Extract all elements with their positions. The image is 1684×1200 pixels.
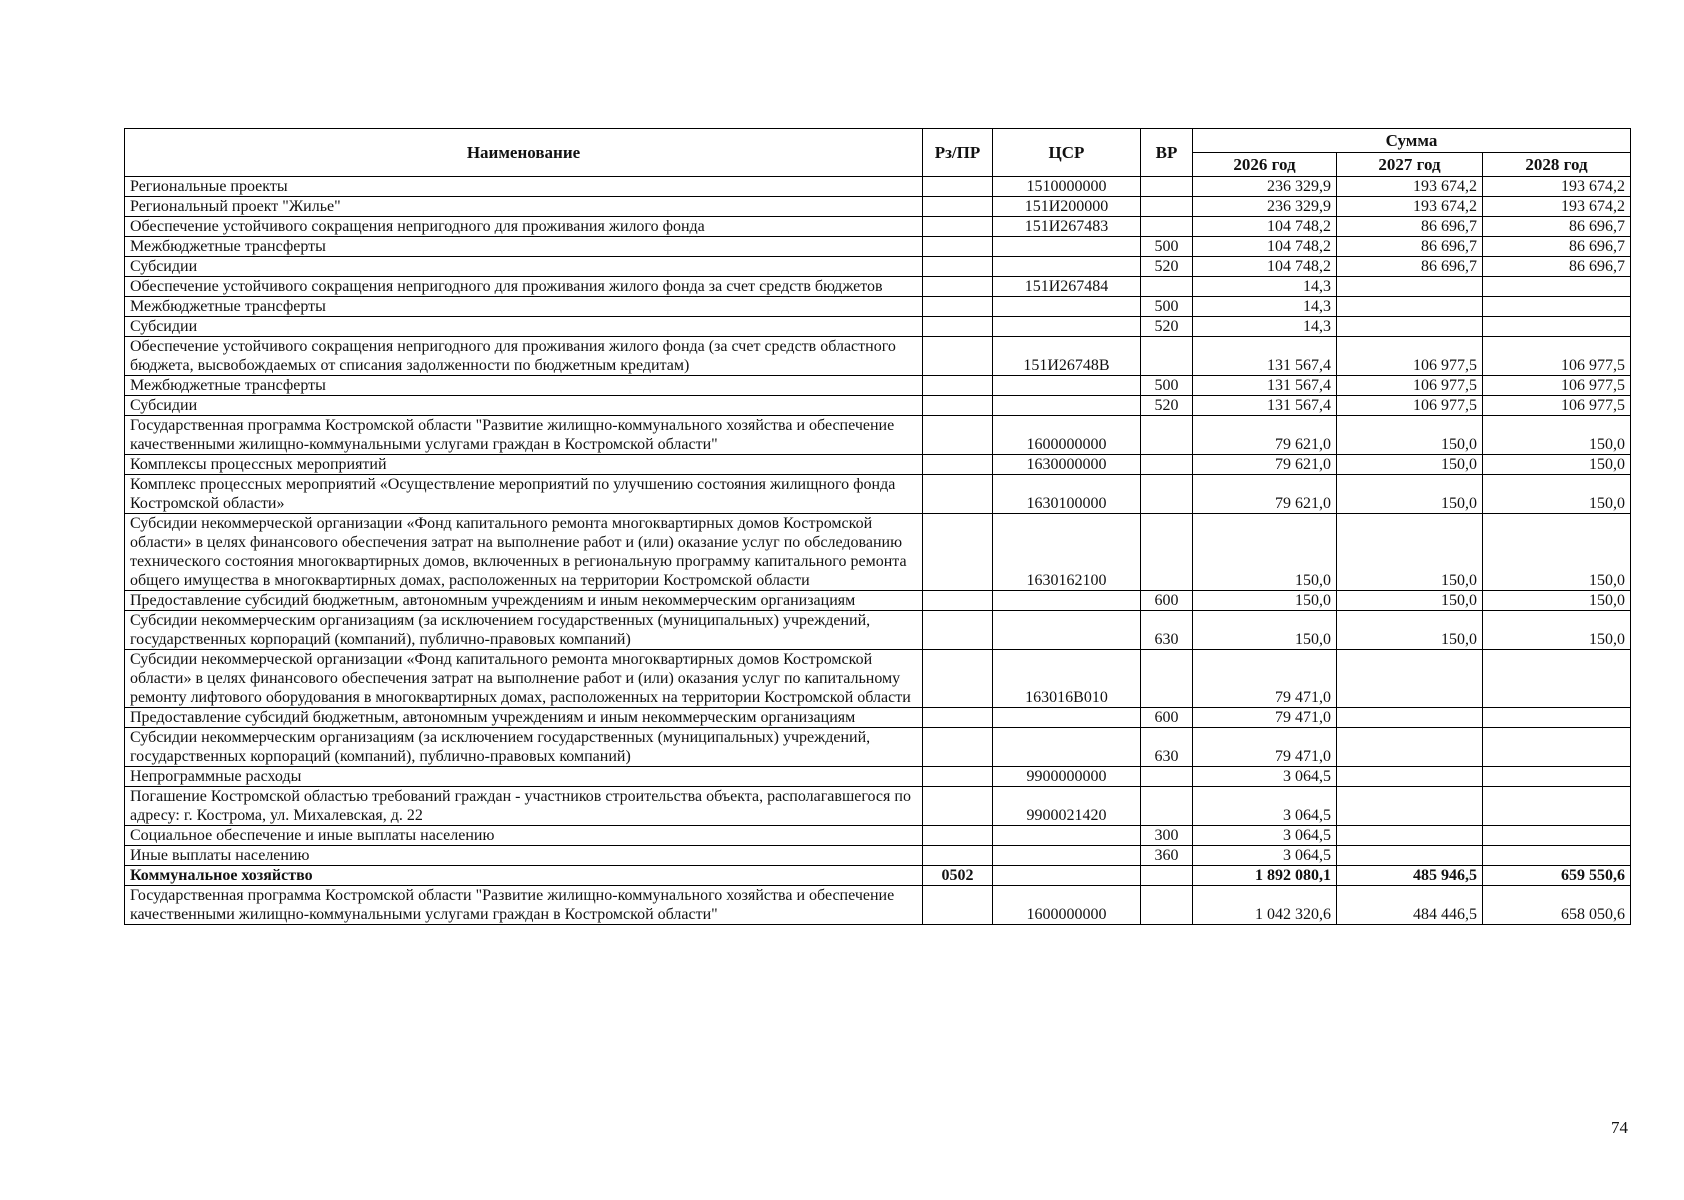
cell-2026: 104 748,2 [1193, 217, 1337, 237]
cell-name: Непрограммные расходы [125, 767, 923, 787]
cell-csr: 1600000000 [993, 416, 1141, 455]
cell-name: Комплексы процессных мероприятий [125, 455, 923, 475]
cell-vr [1141, 455, 1193, 475]
table-row [125, 455, 1631, 475]
cell-csr: 1630162100 [993, 514, 1141, 591]
cell-2027: 193 674,2 [1337, 177, 1483, 197]
cell-2026: 131 567,4 [1193, 396, 1337, 416]
table-row [125, 237, 1631, 257]
cell-vr: 600 [1141, 708, 1193, 728]
cell-csr [993, 297, 1141, 317]
cell-vr [1141, 337, 1193, 376]
cell-2026: 3 064,5 [1193, 846, 1337, 866]
cell-rzpr [923, 217, 993, 237]
cell-csr: 163016В010 [993, 650, 1141, 708]
cell-2027: 86 696,7 [1337, 257, 1483, 277]
cell-2027 [1337, 650, 1483, 708]
cell-2028 [1483, 708, 1631, 728]
cell-name: Региональный проект "Жилье" [125, 197, 923, 217]
cell-csr: 1510000000 [993, 177, 1141, 197]
cell-2028: 86 696,7 [1483, 217, 1631, 237]
cell-csr [993, 257, 1141, 277]
cell-rzpr [923, 846, 993, 866]
cell-csr [993, 611, 1141, 650]
cell-rzpr [923, 455, 993, 475]
cell-rzpr [923, 237, 993, 257]
cell-2026: 3 064,5 [1193, 826, 1337, 846]
cell-rzpr [923, 826, 993, 846]
cell-vr: 500 [1141, 376, 1193, 396]
cell-vr [1141, 177, 1193, 197]
cell-rzpr [923, 317, 993, 337]
table-row [125, 257, 1631, 277]
cell-rzpr [923, 886, 993, 925]
col-header-2027: 2027 год [1337, 153, 1483, 177]
cell-vr: 630 [1141, 611, 1193, 650]
cell-name: Комплекс процессных мероприятий «Осуществление мероприятий по улучшению состояния жилищного фонда Костромской области» [125, 475, 923, 514]
cell-2028: 658 050,6 [1483, 886, 1631, 925]
cell-2028: 150,0 [1483, 591, 1631, 611]
cell-rzpr [923, 728, 993, 767]
cell-2026: 79 471,0 [1193, 728, 1337, 767]
cell-2027: 106 977,5 [1337, 396, 1483, 416]
cell-2027 [1337, 767, 1483, 787]
page-number: 74 [1611, 1118, 1628, 1137]
cell-2026: 14,3 [1193, 277, 1337, 297]
cell-2026: 79 621,0 [1193, 455, 1337, 475]
cell-2028: 193 674,2 [1483, 177, 1631, 197]
cell-name: Социальное обеспечение и иные выплаты населению [125, 826, 923, 846]
cell-2027: 86 696,7 [1337, 217, 1483, 237]
cell-2027 [1337, 708, 1483, 728]
cell-2026: 3 064,5 [1193, 767, 1337, 787]
cell-2028 [1483, 767, 1631, 787]
table-row [125, 611, 1631, 650]
cell-csr [993, 237, 1141, 257]
cell-vr [1141, 217, 1193, 237]
table-row [125, 277, 1631, 297]
cell-rzpr [923, 514, 993, 591]
cell-csr: 151И26748В [993, 337, 1141, 376]
cell-csr [993, 846, 1141, 866]
cell-vr: 520 [1141, 317, 1193, 337]
col-header-2026: 2026 год [1193, 153, 1337, 177]
cell-2026: 150,0 [1193, 591, 1337, 611]
cell-2027: 106 977,5 [1337, 376, 1483, 396]
cell-2027 [1337, 297, 1483, 317]
cell-2028: 150,0 [1483, 514, 1631, 591]
cell-rzpr [923, 376, 993, 396]
cell-2027: 193 674,2 [1337, 197, 1483, 217]
cell-rzpr [923, 475, 993, 514]
table-row [125, 197, 1631, 217]
cell-2028: 150,0 [1483, 455, 1631, 475]
cell-name: Государственная программа Костромской области "Развитие жилищно-коммунального хозяйства и обеспечение качественными жилищно-коммунальными услугами граждан в Костромской области" [125, 886, 923, 925]
cell-name: Субсидии некоммерческой организации «Фонд капитального ремонта многоквартирных домов Костромской области» в целях финансового обеспечения затрат на выполнение работ и (или) оказания услуг по капитальному ремонту лифтового оборудования в многоквартирных домах, расположенных на территории Костромской области [125, 650, 923, 708]
cell-vr [1141, 514, 1193, 591]
cell-vr: 630 [1141, 728, 1193, 767]
cell-2027 [1337, 787, 1483, 826]
cell-2028 [1483, 728, 1631, 767]
cell-rzpr [923, 297, 993, 317]
cell-name: Иные выплаты населению [125, 846, 923, 866]
cell-csr: 1600000000 [993, 886, 1141, 925]
table-row [125, 708, 1631, 728]
cell-rzpr [923, 650, 993, 708]
cell-2027 [1337, 826, 1483, 846]
cell-rzpr [923, 337, 993, 376]
cell-csr [993, 708, 1141, 728]
cell-2027: 150,0 [1337, 475, 1483, 514]
cell-vr [1141, 886, 1193, 925]
cell-vr [1141, 416, 1193, 455]
cell-rzpr [923, 177, 993, 197]
cell-rzpr [923, 416, 993, 455]
cell-2026: 79 471,0 [1193, 708, 1337, 728]
cell-rzpr [923, 396, 993, 416]
cell-2028: 150,0 [1483, 475, 1631, 514]
cell-csr: 151И267483 [993, 217, 1141, 237]
table-row [125, 317, 1631, 337]
cell-2028: 150,0 [1483, 416, 1631, 455]
cell-rzpr [923, 277, 993, 297]
cell-2026: 150,0 [1193, 611, 1337, 650]
cell-2026: 1 042 320,6 [1193, 886, 1337, 925]
cell-vr: 520 [1141, 257, 1193, 277]
table-row [125, 297, 1631, 317]
cell-name: Обеспечение устойчивого сокращения непригодного для проживания жилого фонда [125, 217, 923, 237]
table-row [125, 826, 1631, 846]
col-header-sum: Сумма [1193, 129, 1631, 153]
cell-2027: 150,0 [1337, 514, 1483, 591]
cell-csr [993, 866, 1141, 886]
cell-name: Субсидии [125, 257, 923, 277]
cell-vr [1141, 767, 1193, 787]
cell-csr [993, 376, 1141, 396]
col-header-2028: 2028 год [1483, 153, 1631, 177]
cell-rzpr [923, 611, 993, 650]
cell-2026: 1 892 080,1 [1193, 866, 1337, 886]
table-row [125, 728, 1631, 767]
table-row [125, 475, 1631, 514]
cell-vr [1141, 866, 1193, 886]
cell-csr: 1630000000 [993, 455, 1141, 475]
cell-2028: 86 696,7 [1483, 237, 1631, 257]
cell-2026: 131 567,4 [1193, 337, 1337, 376]
cell-2027 [1337, 317, 1483, 337]
cell-2026: 3 064,5 [1193, 787, 1337, 826]
table-row [125, 650, 1631, 708]
cell-2028: 150,0 [1483, 611, 1631, 650]
table-row [125, 767, 1631, 787]
cell-name: Межбюджетные трансферты [125, 237, 923, 257]
cell-2027: 150,0 [1337, 416, 1483, 455]
cell-2026: 14,3 [1193, 317, 1337, 337]
cell-2028: 106 977,5 [1483, 337, 1631, 376]
cell-name: Субсидии некоммерческим организациям (за исключением государственных (муниципальных) учреждений, государственных корпораций (компаний), публично-правовых компаний) [125, 728, 923, 767]
cell-vr: 500 [1141, 237, 1193, 257]
cell-2027: 484 446,5 [1337, 886, 1483, 925]
col-header-vr: ВР [1141, 129, 1193, 177]
cell-name: Коммунальное хозяйство [125, 866, 923, 886]
cell-2027: 150,0 [1337, 455, 1483, 475]
table-row [125, 591, 1631, 611]
table-row [125, 787, 1631, 826]
table-row [125, 376, 1631, 396]
cell-2026: 104 748,2 [1193, 257, 1337, 277]
cell-2026: 150,0 [1193, 514, 1337, 591]
cell-2027: 86 696,7 [1337, 237, 1483, 257]
cell-2028 [1483, 277, 1631, 297]
cell-csr: 9900000000 [993, 767, 1141, 787]
cell-2027 [1337, 846, 1483, 866]
cell-csr [993, 728, 1141, 767]
cell-2028 [1483, 846, 1631, 866]
cell-rzpr [923, 591, 993, 611]
cell-vr [1141, 787, 1193, 826]
cell-csr: 9900021420 [993, 787, 1141, 826]
cell-name: Обеспечение устойчивого сокращения непригодного для проживания жилого фонда (за счет средств областного бюджета, высвобождаемых от списания задолженности по бюджетным кредитам) [125, 337, 923, 376]
cell-2026: 79 471,0 [1193, 650, 1337, 708]
cell-csr: 151И200000 [993, 197, 1141, 217]
table-row [125, 396, 1631, 416]
cell-vr [1141, 475, 1193, 514]
cell-name: Предоставление субсидий бюджетным, автономным учреждениям и иным некоммерческим организациям [125, 591, 923, 611]
table-body [125, 177, 1631, 925]
cell-2028: 659 550,6 [1483, 866, 1631, 886]
cell-2027 [1337, 728, 1483, 767]
cell-2028: 106 977,5 [1483, 376, 1631, 396]
cell-2028: 86 696,7 [1483, 257, 1631, 277]
cell-vr: 360 [1141, 846, 1193, 866]
cell-vr [1141, 650, 1193, 708]
cell-2028: 193 674,2 [1483, 197, 1631, 217]
cell-2028 [1483, 787, 1631, 826]
col-header-rzpr: Рз/ПР [923, 129, 993, 177]
cell-2026: 236 329,9 [1193, 177, 1337, 197]
table-row [125, 866, 1631, 886]
cell-name: Государственная программа Костромской области "Развитие жилищно-коммунального хозяйства и обеспечение качественными жилищно-коммунальными услугами граждан в Костромской области" [125, 416, 923, 455]
cell-2026: 104 748,2 [1193, 237, 1337, 257]
cell-name: Обеспечение устойчивого сокращения непригодного для проживания жилого фонда за счет средств бюджетов [125, 277, 923, 297]
cell-name: Предоставление субсидий бюджетным, автономным учреждениям и иным некоммерческим организациям [125, 708, 923, 728]
cell-2027: 150,0 [1337, 591, 1483, 611]
cell-vr: 300 [1141, 826, 1193, 846]
cell-rzpr [923, 767, 993, 787]
cell-2026: 236 329,9 [1193, 197, 1337, 217]
cell-2028 [1483, 317, 1631, 337]
cell-rzpr [923, 708, 993, 728]
cell-2026: 79 621,0 [1193, 475, 1337, 514]
cell-2026: 14,3 [1193, 297, 1337, 317]
cell-name: Межбюджетные трансферты [125, 376, 923, 396]
table-row [125, 217, 1631, 237]
cell-name: Межбюджетные трансферты [125, 297, 923, 317]
cell-csr: 151И267484 [993, 277, 1141, 297]
cell-2028 [1483, 297, 1631, 317]
table-row [125, 177, 1631, 197]
table-row [125, 846, 1631, 866]
cell-2028 [1483, 650, 1631, 708]
cell-2027: 106 977,5 [1337, 337, 1483, 376]
cell-csr [993, 826, 1141, 846]
cell-vr [1141, 277, 1193, 297]
cell-2027: 150,0 [1337, 611, 1483, 650]
cell-vr [1141, 197, 1193, 217]
cell-2026: 131 567,4 [1193, 376, 1337, 396]
cell-rzpr: 0502 [923, 866, 993, 886]
table-row [125, 337, 1631, 376]
cell-name: Субсидии некоммерческой организации «Фонд капитального ремонта многоквартирных домов Костромской области» в целях финансового обеспечения затрат на выполнение работ и (или) оказание услуг по обследованию технического состояния многоквартирных домов, включенных в региональную программу капитального ремонта общего имущества в многоквартирных домах, расположенных на территории Костромской области [125, 514, 923, 591]
cell-2027 [1337, 277, 1483, 297]
cell-name: Региональные проекты [125, 177, 923, 197]
cell-vr: 520 [1141, 396, 1193, 416]
cell-csr: 1630100000 [993, 475, 1141, 514]
cell-csr [993, 591, 1141, 611]
cell-csr [993, 396, 1141, 416]
col-header-csr: ЦСР [993, 129, 1141, 177]
cell-name: Субсидии [125, 396, 923, 416]
cell-vr: 500 [1141, 297, 1193, 317]
cell-name: Субсидии [125, 317, 923, 337]
cell-2026: 79 621,0 [1193, 416, 1337, 455]
budget-table [124, 128, 1631, 925]
table-row [125, 886, 1631, 925]
cell-2028: 106 977,5 [1483, 396, 1631, 416]
cell-2027: 485 946,5 [1337, 866, 1483, 886]
cell-name: Погашение Костромской областью требований граждан - участников строительства объекта, располагавшегося по адресу: г. Кострома, ул. Михалевская, д. 22 [125, 787, 923, 826]
cell-rzpr [923, 257, 993, 277]
cell-csr [993, 317, 1141, 337]
cell-name: Субсидии некоммерческим организациям (за исключением государственных (муниципальных) учреждений, государственных корпораций (компаний), публично-правовых компаний) [125, 611, 923, 650]
table-row [125, 514, 1631, 591]
cell-vr: 600 [1141, 591, 1193, 611]
cell-rzpr [923, 197, 993, 217]
col-header-name: Наименование [125, 129, 923, 177]
table-row [125, 416, 1631, 455]
cell-2028 [1483, 826, 1631, 846]
cell-rzpr [923, 787, 993, 826]
